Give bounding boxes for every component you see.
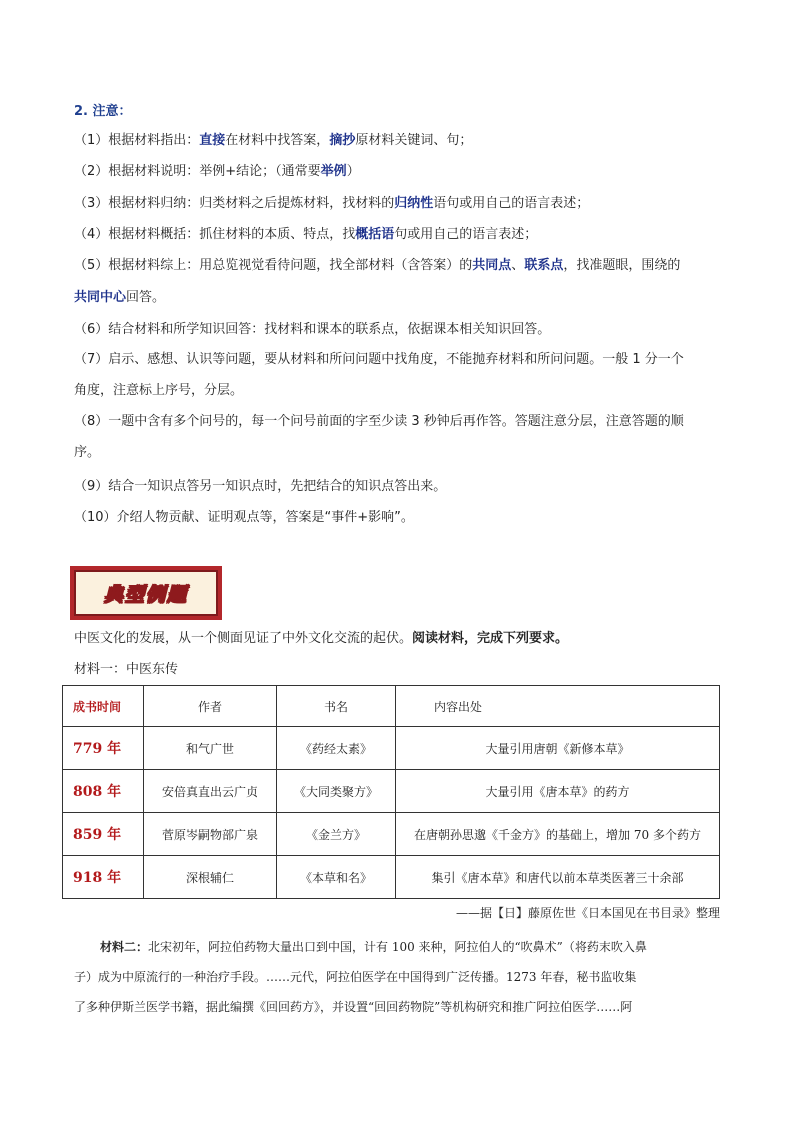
table-header-cell: 书名 <box>277 686 396 727</box>
note-emphasis: 归纳性 <box>394 196 434 211</box>
note-text: （7）启示、感想、认识等问题，要从材料和所问问题中找角度，不能抛弃材料和所问问题。一般 1 分一个 <box>74 352 684 367</box>
table-cell-year: 859 年 <box>63 813 144 856</box>
table-cell-source: 大量引用《唐本草》的药方 <box>396 770 720 813</box>
material2-line: 子）成为中原流行的一种治疗手段。……元代，阿拉伯医学在中国得到广泛传播。1273 年春，秘书监收集 <box>74 970 637 984</box>
note-line <box>74 256 724 276</box>
note-line <box>74 288 724 308</box>
material2-label: 材料二： <box>100 940 149 954</box>
note-text: （2）根据材料说明：举例+结论；（通常要 <box>74 164 321 179</box>
note-text: 句或用自己的语言表述； <box>394 227 538 242</box>
table-cell-source: 大量引用唐朝《新修本草》 <box>396 727 720 770</box>
note-emphasis: 概括语 <box>355 227 395 242</box>
table-cell-author: 安倍真直出云广贞 <box>144 770 277 813</box>
note-text: 、 <box>511 258 525 273</box>
material1-title: 材料一：中医东传 <box>74 662 179 677</box>
note-line <box>74 412 724 432</box>
note-line <box>74 508 724 528</box>
table-row <box>63 770 720 813</box>
table-cell-year: 779 年 <box>63 727 144 770</box>
table-header-row <box>63 686 720 727</box>
table-row <box>63 727 720 770</box>
table-cell-book: 《大同类聚方》 <box>277 770 396 813</box>
table-row <box>63 856 720 899</box>
table-header-cell: 成书时间 <box>63 686 144 727</box>
note-text: （6）结合材料和所学知识回答：找材料和课本的联系点，依据课本相关知识回答。 <box>74 322 551 337</box>
note-emphasis: 举例 <box>320 164 347 179</box>
note-text: （1）根据材料指出： <box>74 133 200 148</box>
note-line <box>74 131 724 151</box>
note-text: 语句或用自己的语言表述； <box>433 196 590 211</box>
note-line <box>74 381 724 401</box>
table-cell-book: 《本草和名》 <box>277 856 396 899</box>
table-cell-author: 和气广世 <box>144 727 277 770</box>
note-line <box>74 443 724 463</box>
material2-text: 北宋初年，阿拉伯药物大量出口到中国，计有 100 来种，阿拉伯人的“吹鼻术”（将药末吹入鼻 <box>148 940 647 954</box>
note-emphasis: 摘抄 <box>329 133 356 148</box>
intro-text: 中医文化的发展，从一个侧面见证了中外文化交流的起伏。 <box>74 631 413 646</box>
material2-line: 了多种伊斯兰医学书籍，据此编撰《回回药方》，并设置“回回药物院”等机构研究和推广阿拉伯医学……阿 <box>74 1000 633 1014</box>
note-text: 回答。 <box>126 290 166 305</box>
note-emphasis: 共同中心 <box>74 290 127 305</box>
section-badge <box>70 566 222 620</box>
note-emphasis: 直接 <box>199 133 226 148</box>
note-text: ） <box>346 164 360 179</box>
table-cell-source: 在唐朝孙思邈《千金方》的基础上，增加 70 多个药方 <box>396 813 720 856</box>
note-text: （8）一题中含有多个问号的，每一个问号前面的字至少读 3 秒钟后再作答。答题注意分层，注意答题的顺 <box>74 414 684 429</box>
note-text: （10）介绍人物贡献、证明观点等，答案是“事件+影响”。 <box>74 510 414 525</box>
table-cell-book: 《金兰方》 <box>277 813 396 856</box>
note-line <box>74 350 724 370</box>
table-cell-source: 集引《唐本草》和唐代以前本草类医著三十余部 <box>396 856 720 899</box>
note-text: （9）结合一知识点答另一知识点时，先把结合的知识点答出来。 <box>74 479 447 494</box>
note-line <box>74 320 724 340</box>
table-row <box>63 813 720 856</box>
note-text: （4）根据材料概括：抓住材料的本质、特点，找 <box>74 227 356 242</box>
table-cell-author: 深根辅仁 <box>144 856 277 899</box>
table-source-note: ——据【日】藤原佐世《日本国见在书目录》整理 <box>455 906 720 920</box>
intro-instruction: 阅读材料，完成下列要求。 <box>412 631 569 646</box>
section-badge-frame <box>74 570 218 616</box>
note-emphasis: 共同点 <box>472 258 512 273</box>
note-line <box>74 477 724 497</box>
notes-heading: 2. 注意： <box>74 104 132 119</box>
section-badge-label: 典型例题 <box>103 583 188 606</box>
note-emphasis: 联系点 <box>524 258 564 273</box>
note-line <box>74 162 724 182</box>
table-cell-author: 菅原岑嗣物部广泉 <box>144 813 277 856</box>
note-line <box>74 194 724 214</box>
table-cell-year: 808 年 <box>63 770 144 813</box>
note-text: 原材料关键词、句； <box>355 133 473 148</box>
question-intro <box>74 627 568 646</box>
table-header-cell: 作者 <box>144 686 277 727</box>
table-header-cell: 内容出处 <box>396 686 720 727</box>
table-cell-book: 《药经太素》 <box>277 727 396 770</box>
note-text: （5）根据材料综上：用总览视觉看待问题，找全部材料（含答案）的 <box>74 258 473 273</box>
note-text: （3）根据材料归纳：归类材料之后提炼材料，找材料的 <box>74 196 395 211</box>
table-cell-year: 918 年 <box>63 856 144 899</box>
material-table <box>62 685 720 899</box>
note-text: 在材料中找答案， <box>225 133 330 148</box>
note-text: ，找准题眼，围绕的 <box>563 258 681 273</box>
note-text: 序。 <box>74 445 101 460</box>
material2-line <box>74 937 724 957</box>
note-line <box>74 225 724 245</box>
note-text: 角度，注意标上序号，分层。 <box>74 383 244 398</box>
